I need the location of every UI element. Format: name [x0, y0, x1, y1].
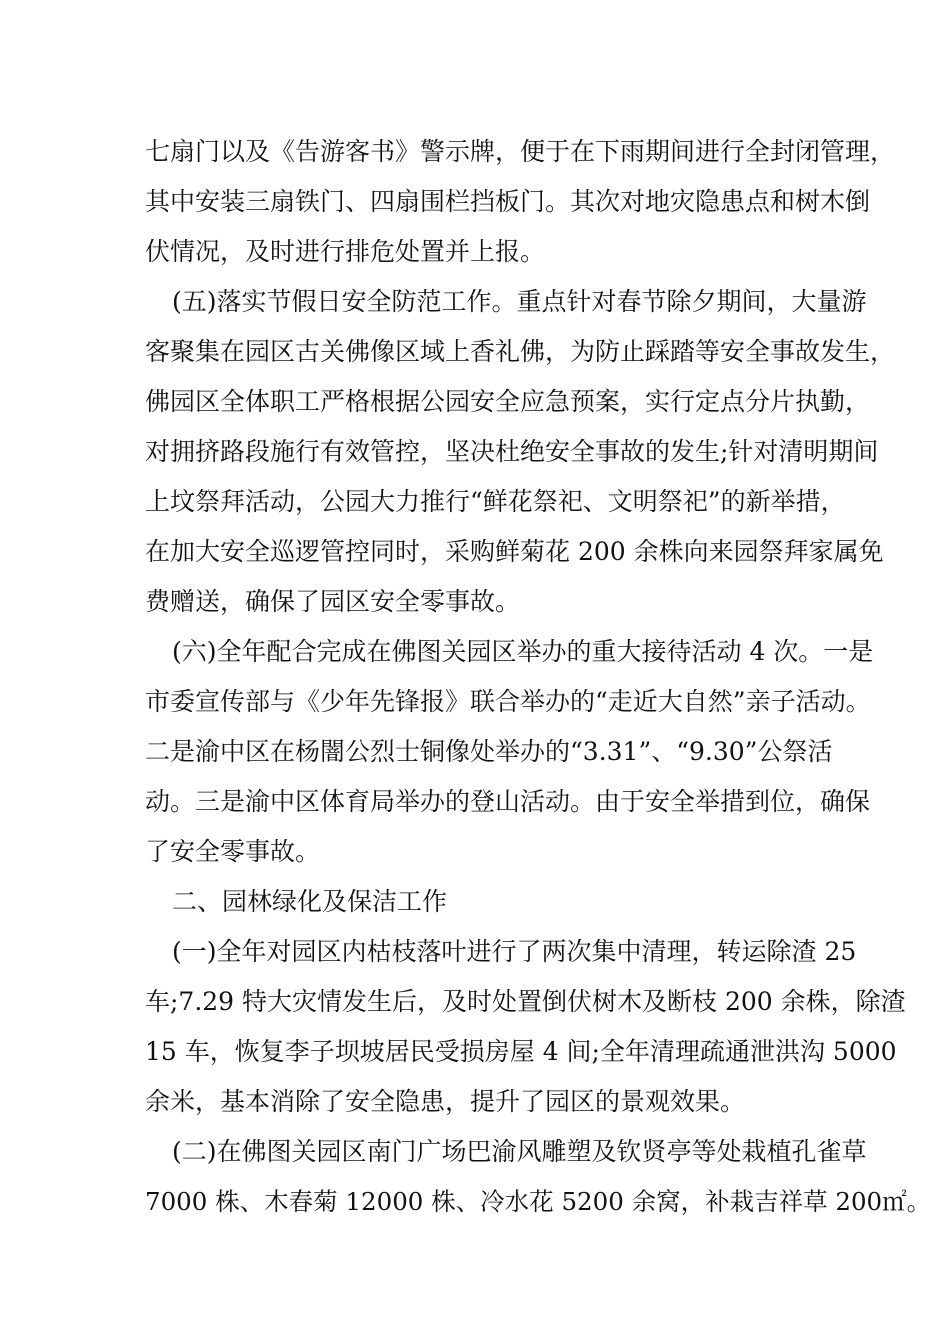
text-line: 七扇门以及《告游客书》警示牌，便于在下雨期间进行全封闭管理， — [145, 137, 896, 166]
text-line: 二是渝中区在杨闇公烈士铜像处举办的“3.31”、“9.30”公祭活 — [145, 737, 833, 766]
text-line: 15 车，恢复李子坝坡居民受损房屋 4 间;全年清理疏通泄洪沟 5000 — [145, 1037, 897, 1066]
text-line: 对拥挤路段施行有效管控，坚决杜绝安全事故的发生;针对清明期间 — [145, 437, 879, 466]
text-line: 伏情况，及时进行排危处置并上报。 — [145, 237, 546, 266]
text-line: 了安全零事故。 — [145, 837, 321, 866]
text-line: 上坟祭拜活动，公园大力推行“鲜花祭祀、文明祭祀”的新举措， — [145, 487, 846, 516]
paragraph-start-line: (一)全年对园区内枯枝落叶进行了两次集中清理，转运除渣 25 — [172, 937, 857, 966]
paragraph-start-line: (五)落实节假日安全防范工作。重点针对春节除夕期间，大量游 — [172, 287, 867, 316]
text-line: 余米，基本消除了安全隐患，提升了园区的景观效果。 — [145, 1087, 746, 1116]
text-line: 其中安装三扇铁门、四扇围栏挡板门。其次对地灾隐患点和树木倒 — [145, 187, 871, 216]
text-line: 佛园区全体职工严格根据公园安全应急预案，实行定点分片执勤， — [145, 387, 871, 416]
text-line: 费赠送，确保了园区安全零事故。 — [145, 587, 521, 616]
paragraph-start-line: (六)全年配合完成在佛图关园区举办的重大接待活动 4 次。一是 — [172, 637, 874, 666]
text-line: 客聚集在园区古关佛像区域上香礼佛，为防止踩踏等安全事故发生， — [145, 337, 896, 366]
paragraph-start-line: (二)在佛图关园区南门广场巴渝风雕塑及钦贤亭等处栽植孔雀草 — [172, 1137, 867, 1166]
text-line: 动。三是渝中区体育局举办的登山活动。由于安全举措到位，确保 — [145, 787, 871, 816]
text-line: 车;7.29 特大灾情发生后，及时处置倒伏树木及断枝 200 余株，除渣 — [145, 987, 906, 1016]
text-line: 7000 株、木春菊 12000 株、冷水花 5200 余窝，补栽吉祥草 200㎡。 — [145, 1187, 932, 1216]
text-line: 市委宣传部与《少年先锋报》联合举办的“走近大自然”亲子活动。 — [145, 687, 871, 716]
text-line: 在加大安全巡逻管控同时，采购鲜菊花 200 余株向来园祭拜家属免 — [145, 537, 884, 566]
section-heading: 二、园林绿化及保洁工作 — [172, 887, 448, 916]
